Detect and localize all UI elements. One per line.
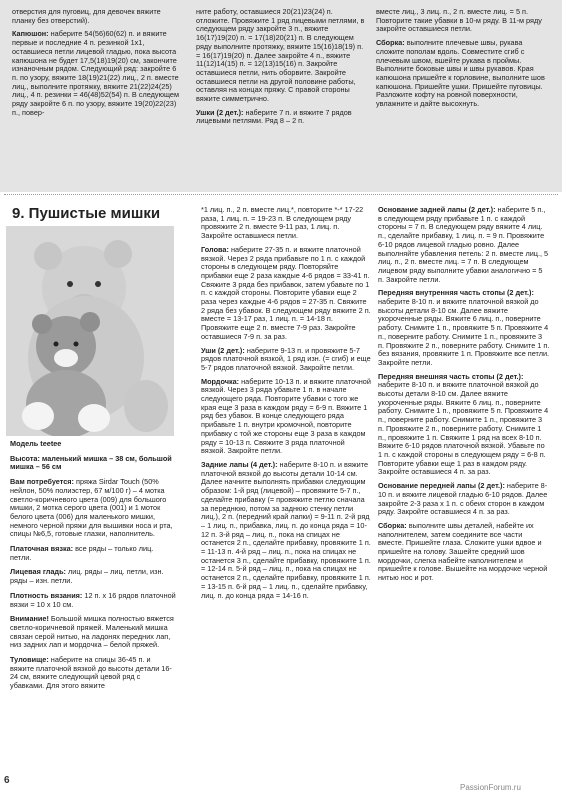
materials-heading: Лицевая гладь:: [10, 567, 66, 577]
mid-paragraph: [201, 246, 371, 342]
right-heading: Основание передней лапы (2 дет.):: [378, 481, 505, 491]
materials-text: Большой мишка полностью вяжется светло-коричневой пряжей. Маленький мишка связан серой нитью, на ладонях передних лап, низ задних лап и мордочка – белой пряжей.: [10, 614, 174, 650]
right-paragraph: [378, 373, 550, 477]
top-col3-paragraph: [376, 39, 548, 109]
materials-heading: Плотность вязания:: [10, 590, 83, 600]
top-column-2: [196, 8, 368, 131]
mid-text: наберите 27-35 п. и вяжите платочной вязкой. Через 2 ряда прибавьте по 1 п. с каждой стороны в следующем ряду. Повторяйте прибавки еще 2 раза каждые 4-6 рядов = 33-41 п. Свяжите 3 ряда без прибавок, затем убавьте по 1 п. с каждой стороны. Повторите убавки еще 2 раза через каждые 4-6 рядов = 27-35 п. Свяжите 2 ряда без убавок. В следующем ряду вяжите 2 п. вместе = 13-17 раз, 1 лиц. п. = 14-18 п. Провяжите еще 2 п. вместе 7-9 раз. Закройте оставшиеся 7-9 п. за раз.: [201, 244, 371, 341]
top-col1-text: отверстия для пуговиц, для девочек вяжите планку без отверстий).: [12, 7, 161, 25]
top-col2-text: ните работу, оставшиеся 20(21)23(24) п. отложите. Провяжите 1 ряд лицевыми петлями, в следующем ряду закройте 3 п., вяжите 16(17)19(20) п. = 17(18)20(21) п. В следующем ряду выполните протяжку, вяжите 15(16)18(19) п. = 16(17)19(20) п. Далее закройте 4 п., вяжите 11(12)14(15) п. = 12(13)15(16) п. Закройте оставшиеся петли, нить оборвите. Закройте оставшиеся петли на другой половине работы, оставляя на концах пряжу. С правой стороны вяжите симметрично.: [196, 7, 365, 104]
top-col1-paragraph: [12, 30, 184, 117]
materials-paragraph: [10, 568, 176, 585]
materials-paragraph: [10, 478, 176, 539]
top-col3-paragraph: [376, 8, 548, 34]
right-heading: Передняя внешняя часть стопы (2 дет.):: [378, 371, 524, 381]
mid-paragraph: [201, 461, 371, 600]
materials-heading: Модель teetee: [10, 439, 62, 448]
mid-text: наберите 8-10 п. и вяжите платочной вязкой до высоты детали 10-14 см. Далее начните выполнять прибавки следующим образом: 1-й ряд (лицевой) – провяжите 5-7 п., сделайте прибавку (= провяжите петлю сначала за переднюю, потом за заднюю стенку петли лиц.), 2 п. (передний край лапки) = 9-11 п. 2-й ряд – 1 лиц. п., прибавка, лиц. п. до конца ряда = 10-12 п. 3-й ряд – лиц. п., пока на спицах не останется 2 п., сделайте прибавку, провяжите 1 п. = 11-13 п. 4-й ряд – лиц. п., пока на спицах не останется 3 п., сделайте прибавку, провяжите 1 п. = 12-14 п. 5-й ряд – лиц. п., пока на спицах не останется 2 п., сделайте прибавку, провяжите 1 п. = 13-15 п. 6-й ряд – 1 лиц. п., сделайте прибавку, лиц. п. до конца ряда = 14-16 п.: [201, 459, 371, 600]
materials-heading: Платочная вязка:: [10, 544, 74, 554]
right-text: наберите 8-10 п. и вяжите лицевой гладью 6-10 рядов. Далее закройте 2-3 раза х 1 п. с обеих сторон в каждом ряду. Закройте оставшиеся 4 п. за раз.: [378, 481, 548, 517]
right-text: выполните швы деталей, набейте их наполнителем, затем соедините все части вместе. Пришейте глаза. Сложите ушки вдвое и пришейте на голову. Зашейте средний шов мордочки, слегка набейте наполнителем и пришейте к голове. Вышейте на мордочке черной нитью нос и рот.: [378, 520, 548, 583]
top-col1-paragraph: [12, 8, 184, 25]
mid-text: наберите 10-13 п. и вяжите платочной вязкой. Через 3 ряда убавьте 1 п. в начале следующего ряда. Повторите убавки с того же края еще 3 раза в каждом ряду = 6-9 п. Вяжите 1 ряд без убавок. В конце следующего ряда прибавьте 1 п. внутри кромочной, повторите прибавку с той же стороны еще 3 раза в каждом ряду = 10-13 п. Свяжите 3 ряда платочной вязкой. Закройте петли.: [201, 376, 371, 456]
page-number: 6: [4, 775, 10, 786]
top-col1-heading: Капюшон:: [12, 29, 49, 39]
mid-heading: Голова:: [201, 244, 229, 254]
instructions-column-right: [378, 206, 550, 588]
teddy-bears-photo: [6, 226, 174, 436]
materials-text: пряжа Sirdar Touch (50% нейлон, 50% полиэстер, 67 м/100 г) – 4 мотка светло-коричневого цвета (009) для большого мишки, 2 мотка серого цвета (001) и 1 моток белого цвета (006) для маленького мишки, немного черной пряжи для вышивки носа и рта, спицы №6,5, готовые глазки, наполнитель.: [10, 477, 173, 539]
section-divider: [4, 194, 558, 197]
right-heading: Передняя внутренняя часть стопы (2 дет.):: [378, 288, 534, 298]
materials-paragraph: [10, 455, 176, 472]
materials-heading: Туловище:: [10, 655, 49, 665]
materials-paragraph: [10, 615, 176, 650]
right-paragraph: [378, 482, 550, 517]
materials-heading: Внимание!: [10, 614, 49, 624]
materials-text: наберите на спицы 36-45 п. и вяжите платочной вязкой до высоты детали 16-24 см, вяжите следующий цевой ряд с убавками. Для этого вяжите: [10, 655, 172, 691]
top-column-1: [12, 8, 184, 122]
right-text: наберите 5 п., в следующем ряду прибавьте 1 п. с каждой стороны = 7 п. В следующем ряду вяжите 4 лиц. п., сделайте прибавку, 1 лиц. п. = 9 п. Провяжите 6-10 рядов лицевой гладью ровно. Далее выполняйте убавления петель: 2 п. вместе лиц., 5 лиц. п., 2 п. вместе лиц. = 7 п. В следующем лицевом ряду выполните убавки аналогично = 5 п. Закройте петли.: [378, 205, 549, 284]
materials-heading: Вам потребуется:: [10, 477, 74, 487]
mid-heading: Задние лапы (4 дет.):: [201, 459, 278, 469]
right-heading: Основание задней лапы (2 дет.):: [378, 205, 496, 214]
watermark: PassionForum.ru: [460, 783, 521, 792]
right-text: наберите 8-10 п. и вяжите платочной вязкой до высоты детали 8-10 см. Далее вяжите укороченные ряды. Вяжите 6 лиц. п., поверните работу. Снимите 1 п., провяжите 5 п. Провяжите 4 п., поверните работу. Снимите 1 п., провяжите 3 п. Провяжите 2 п., поверните работу. Снимите 1 п. без вязания, провяжите 1 п. Провяжите все петли. Закройте петли.: [378, 297, 550, 367]
mid-text: наберите 9-13 п. и провяжите 5-7 рядов платочной вязкой, 1 ряд изн. (= сгиб) и еще 5-7 рядов платочной вязкой. Закройте петли.: [201, 345, 371, 372]
materials-paragraph: [10, 440, 176, 449]
materials-text: все ряды – только лиц. петли.: [10, 544, 154, 562]
materials-text: 12 п. х 16 рядов платочной вязки = 10 х 10 см.: [10, 590, 176, 609]
right-paragraph: [378, 206, 550, 284]
materials-column: [10, 440, 176, 697]
right-heading: Сборка:: [378, 520, 407, 530]
top-col2-paragraph: [196, 109, 368, 126]
mid-heading: Уши (2 дет.):: [201, 345, 245, 355]
instructions-column-middle: [201, 206, 371, 605]
pattern-title: 9. Пушистые мишки: [12, 205, 161, 222]
right-paragraph: [378, 289, 550, 367]
top-col2-heading: Ушки (2 дет.):: [196, 107, 244, 117]
top-col3-text: вместе лиц., 3 лиц. п., 2 п. вместе лиц. = 5 п. Повторите такие убавки в 10-м ряду. В 11-м ряду закройте оставшиеся петли.: [376, 7, 542, 34]
top-col2-text: наберите 7 п. и вяжите 7 рядов лицевыми петлями. Ряд 8 – 2 п.: [196, 107, 352, 126]
materials-paragraph: [10, 545, 176, 562]
materials-paragraph: [10, 592, 176, 609]
top-col3-text: выполните плечевые швы, рукава сложите пополам вдоль. Совместите сгиб с плечевым швом, вшейте рукава в проймы. Выполните боковые швы и швы рукавов. Края капюшона пришейте к горловине, выполните шов капюшона. Пришейте ушки. Пришейте пуговицы. Разложите кофту на ровной поверхности, увлажните и дайте высохнуть.: [376, 38, 545, 109]
mid-heading: Мордочка:: [201, 376, 240, 386]
top-col1-text: наберите 54(56)60(62) п. и вяжите первые и последние 4 п. резинкой 1х1, оставшиеся петли лицевой гладью, пока высота капюшона не будет 17,5(18)19(20) см, закончите изнаночным рядом. Следующий ряд: закройте 6 п. по узору, вяжите 18(19)21(22) лиц., 2 п. вместе лиц., выполните протяжку, вяжите 21(22)24(25) лиц., 4 п. резинки = 46(48)52(54) п. В следующем ряду закройте 6 п. по узору, вяжите 19(20)22(23) п., повер-: [12, 29, 179, 117]
top-col2-paragraph: [196, 8, 368, 104]
top-col3-heading: Сборка:: [376, 38, 405, 48]
materials-heading: Высота: маленький мишка – 38 см, большой мишка – 56 см: [10, 453, 172, 472]
top-column-3: [376, 8, 548, 114]
materials-paragraph: [10, 656, 176, 691]
mid-paragraph: [201, 347, 371, 373]
mid-text: *1 лиц. п., 2 п. вместе лиц.*, повторите *-* 17-22 раза, 1 лиц. п. = 19-23 п. В следующем ряду провяжите 2 п. вместе 9-11 раз, 1 лиц. п. Закройте оставшиеся петли.: [201, 205, 364, 241]
right-paragraph: [378, 522, 550, 583]
mid-paragraph: [201, 206, 371, 241]
mid-paragraph: [201, 378, 371, 456]
right-text: наберите 8-10 п. и вяжите платочной вязкой до высоты детали 8-10 см. Далее вяжите укороченные ряды. Вяжите 6 лиц. п., поверните работу. Снимите 1 п., провяжите 5 п. Провяжите 4 п., поверните работу. Снимите 1 п., провяжите 3 п. Провяжите 2 п., поверните работу. Снимите 1 п., провяжите 1 п. Свяжите 1 ряд на всех 8-10 п. Вяжите 6-10 рядов платочной вязкой. Убавьте по 1 п. с каждой стороны в следующем ряду = 6-8 п. Повторите убавки еще 1 раз в каждом ряду. Закройте оставшиеся 4 п. за раз.: [378, 380, 549, 477]
materials-text: лиц. ряды – лиц. петли, изн. ряды – изн. петли.: [10, 567, 164, 586]
